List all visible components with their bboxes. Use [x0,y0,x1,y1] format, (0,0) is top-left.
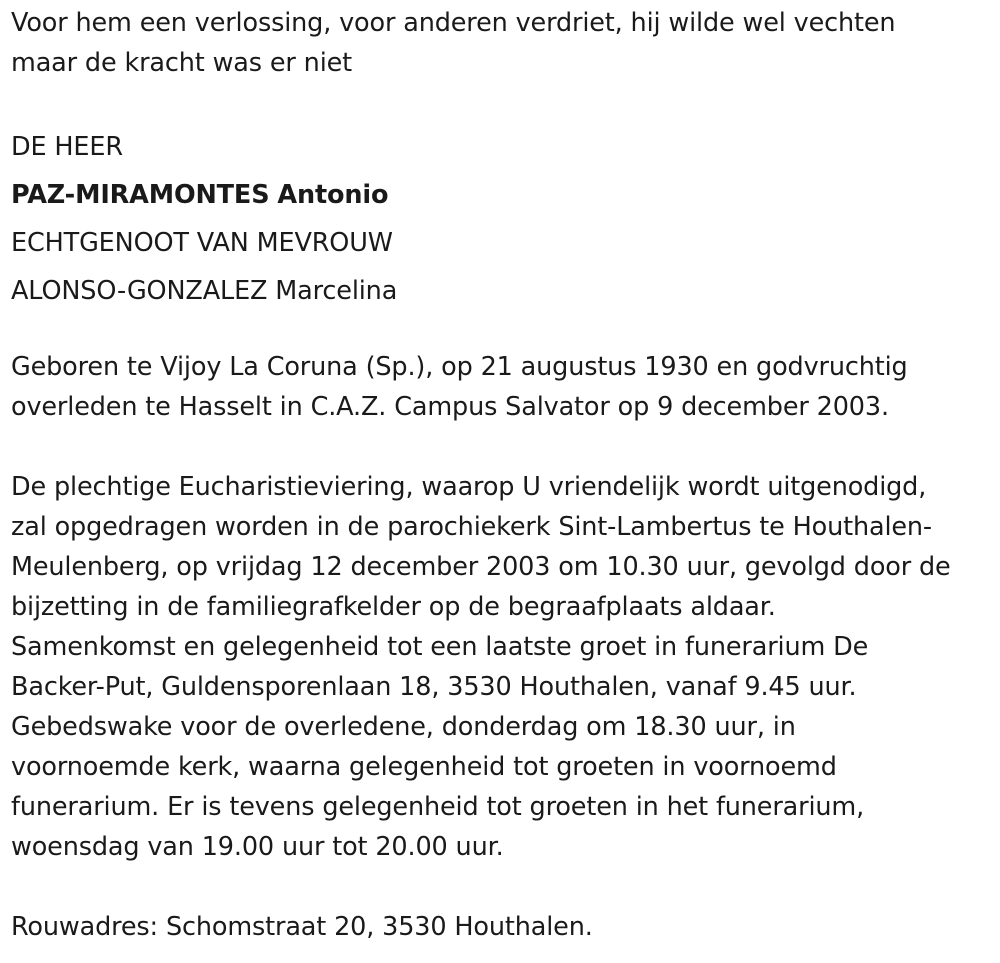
ceremony-line: Gebedswake voor de overledene, donderdag om 18.30 uur, in [11,712,796,742]
deceased-block [11,123,996,315]
spacer [11,315,996,347]
deceased-given-name: Antonio [277,180,389,210]
deceased-name [11,171,996,219]
death-line: overleden te Hasselt in C.A.Z. Campus Salvator op 9 december 2003. [11,392,889,422]
spacer [11,867,996,907]
ceremony-line: Samenkomst en gelegenheid tot een laatste groet in funerarium De [11,632,869,662]
mourning-address: Rouwadres: Schomstraat 20, 3530 Houthalen. [11,912,593,942]
spacer [11,427,996,467]
deceased-surname: PAZ-MIRAMONTES [11,180,270,210]
ceremony-line: zal opgedragen worden in de parochiekerk Sint-Lambertus te Houthalen- [11,512,932,542]
spacer [11,83,996,123]
relation-label: ECHTGENOOT VAN MEVROUW [11,228,393,258]
spouse-name: ALONSO-GONZALEZ Marcelina [11,276,398,306]
intro-quote [11,3,996,83]
ceremony-line: bijzetting in de familiegrafkelder op de begraafplaats aldaar. [11,592,776,622]
obituary-notice [11,3,996,947]
ceremony-line: Meulenberg, op vrijdag 12 december 2003 om 10.30 uur, gevolgd door de [11,552,951,582]
intro-line-2: maar de kracht was er niet [11,48,353,78]
ceremony-line: funerarium. Er is tevens gelegenheid tot groeten in het funerarium, [11,792,865,822]
honorific: DE HEER [11,132,123,162]
ceremony-line: De plechtige Eucharistieviering, waarop U vriendelijk wordt uitgenodigd, [11,472,927,502]
birth-death-paragraph [11,347,996,427]
ceremony-line: woensdag van 19.00 uur tot 20.00 uur. [11,832,504,862]
ceremony-paragraph [11,467,996,867]
birth-line: Geboren te Vijoy La Coruna (Sp.), op 21 augustus 1930 en godvruchtig [11,352,908,382]
ceremony-line: voornoemde kerk, waarna gelegenheid tot groeten in voornoemd [11,752,837,782]
intro-line-1: Voor hem een verlossing, voor anderen verdriet, hij wilde wel vechten [11,8,896,38]
ceremony-line: Backer-Put, Guldensporenlaan 18, 3530 Houthalen, vanaf 9.45 uur. [11,672,857,702]
